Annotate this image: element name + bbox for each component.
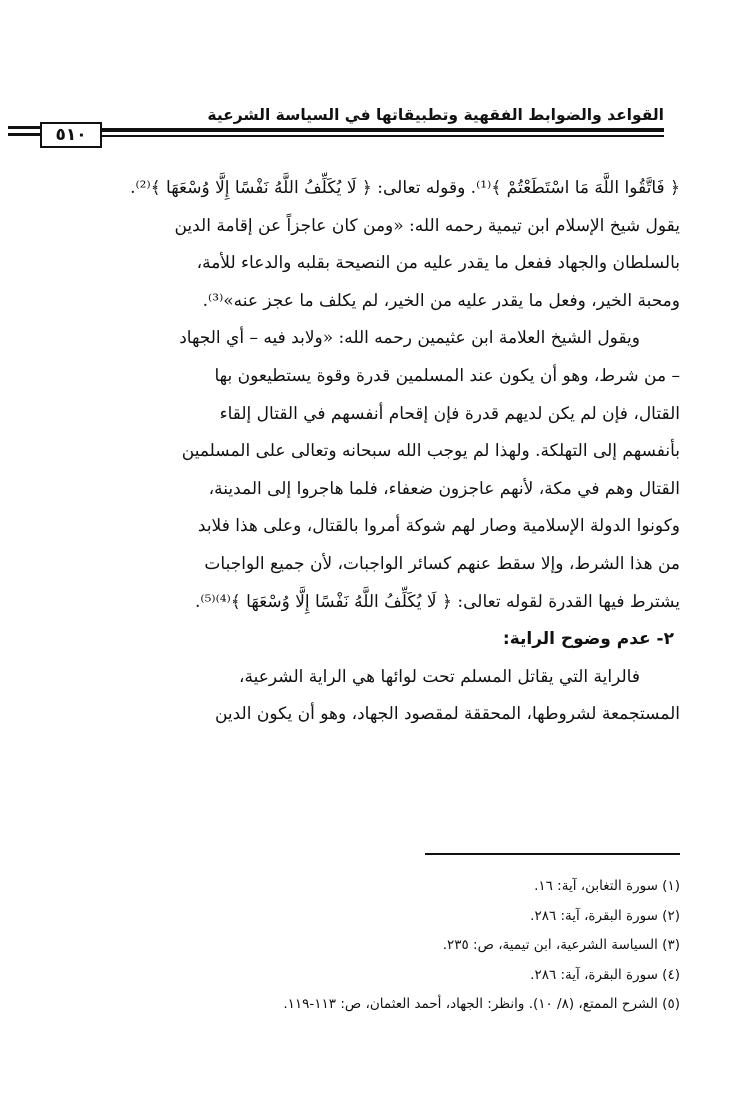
header-bar-top [8,126,40,129]
running-title: القواعد والضوابط الفقهية وتطبيقاتها في السياسة الشرعية [207,106,664,124]
footnotes [150,872,680,1020]
text-line: ويقول الشيخ العلامة ابن عثيمين رحمه الله: «ولابد فيه – أي الجهاد [179,328,640,349]
section-heading: ٢- عدم وضوح الراية: [502,629,674,650]
text-line: بأنفسهم إلى التهلكة. ولهذا لم يوجب الله سبحانه وتعالى على المسلمين [181,441,680,462]
page-number: ٥١٠ [40,122,102,148]
main-text [90,170,680,734]
text-line: بالسلطان والجهاد ففعل ما يقدر عليه من النصيحة بقلبه والدعاء للأمة، [196,253,680,274]
footnote-4: (٤) سورة البقرة، آية: ٢٨٦. [530,966,680,983]
text-line: وكونوا الدولة الإسلامية وصار لهم شوكة أمروا بالقتال، وعلى هذا فلابد [197,516,680,537]
footnote-3: (٣) السياسة الشرعية، ابن تيمية، ص: ٢٣٥. [442,937,680,954]
header-bar-bottom [8,133,40,136]
footnote-separator [425,853,680,855]
text-line: ومحبة الخير، وفعل ما يقدر عليه من الخير، لم يكلف ما عجز عنه»⁽³⁾. [202,290,680,311]
footnote-1: (١) سورة التغابن، آية: ١٦. [534,878,680,894]
header-rule-thick [102,128,664,132]
footnote-2: (٢) سورة البقرة، آية: ٢٨٦. [530,907,680,924]
text-line: المستجمعة لشروطها، المحققة لمقصود الجهاد، وهو أن يكون الدين [214,704,680,725]
text-line: ﴿ فَاتَّقُوا اللَّهَ مَا اسْتَطَعْتُمْ ﴾⁽¹⁾. وقوله تعالى: ﴿ لَا يُكَلِّفُ اللَّهُ نَفْسًا إِلَّا وُسْعَهَا ﴾⁽²⁾. [130,178,680,198]
text-line: القتال وهم في مكة، لأنهم عاجزون ضعفاء، فلما هاجروا إلى المدينة، [208,478,680,499]
text-line: القتال، فإن لم يكن لديهم قدرة فإن إقحام أنفسهم في القتال إلقاء [219,403,680,424]
footnote-5: (٥) الشرح الممتع، (٨/ ١٠). وانظر: الجهاد، أحمد العثمان، ص: ١١٣-١١٩. [283,996,680,1013]
text-line: من هذا الشرط، وإلا سقط عنهم كسائر الواجبات، لأن جميع الواجبات [204,553,680,574]
text-line: يشترط فيها القدرة لقوله تعالى: ﴿ لَا يُكَلِّفُ اللَّهُ نَفْسًا إِلَّا وُسْعَهَا ﴾⁽⁴⁾⁽⁵⁾. [195,591,680,612]
header-rule-thin [102,135,664,137]
text-line: – من شرط، وهو أن يكون عند المسلمين قدرة وقوة يستطيعون بها [214,365,680,386]
text-line: يقول شيخ الإسلام ابن تيمية رحمه الله: «ومن كان عاجزاً عن إقامة الدين [174,215,680,236]
text-line: فالراية التي يقاتل المسلم تحت لوائها هي الراية الشرعية، [239,666,640,687]
